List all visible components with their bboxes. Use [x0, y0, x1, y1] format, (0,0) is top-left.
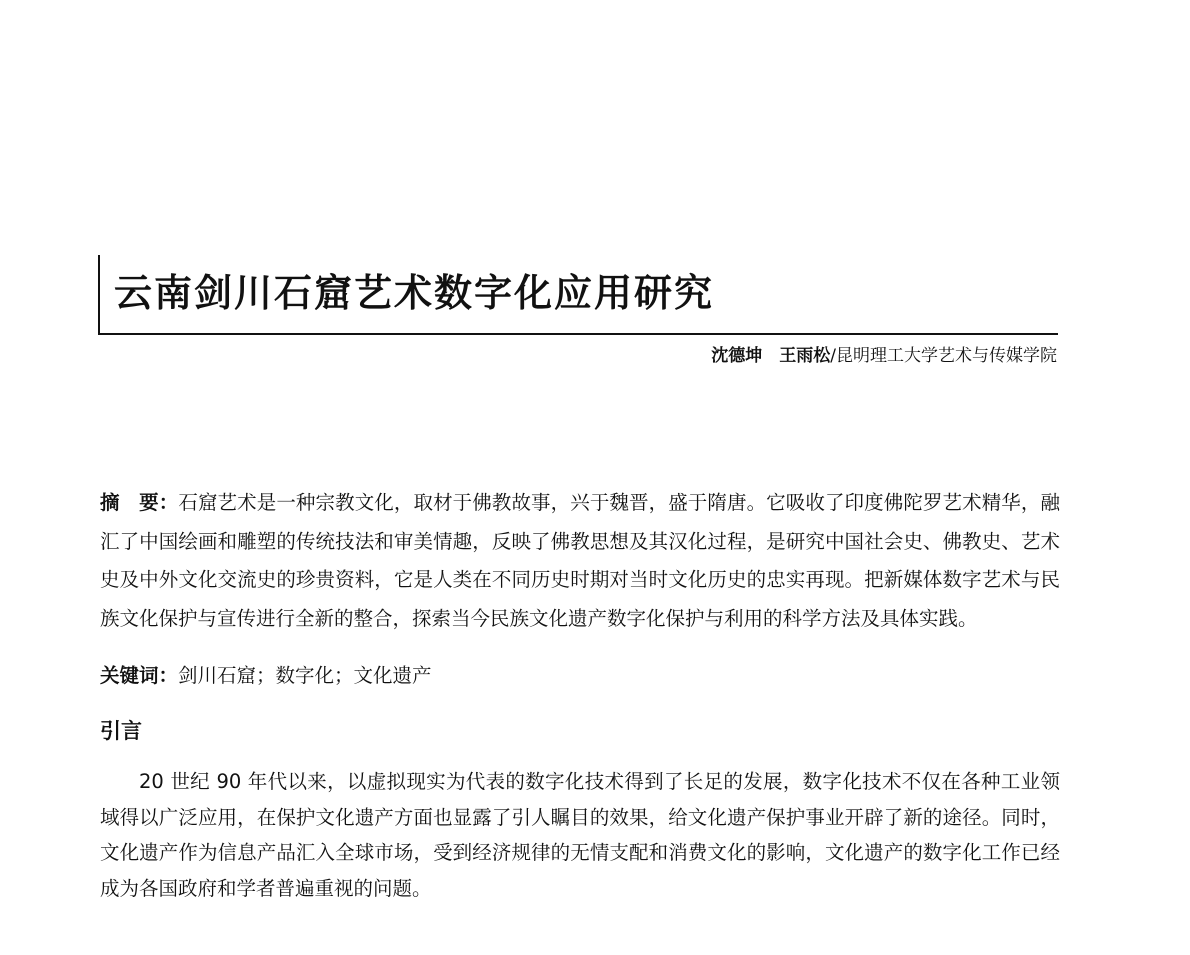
title-block [98, 255, 1058, 335]
abstract-label: 摘 要： [100, 491, 179, 514]
keywords-text: 剑川石窟；数字化；文化遗产 [178, 664, 432, 687]
title-left-bar [98, 255, 100, 335]
keywords-label: 关键词： [100, 664, 179, 687]
abstract [100, 484, 1060, 638]
paper-title: 云南剑川石窟艺术数字化应用研究 [114, 271, 715, 315]
keywords [100, 661, 1060, 691]
author-names: 沈德坤 王雨松 [711, 346, 831, 366]
body-paragraph: 20 世纪 90 年代以来，以虚拟现实为代表的数字化技术得到了长足的发展，数字化技术不仅在各种工业领域得以广泛应用，在保护文化遗产方面也显露了引人瞩目的效果，给文化遗产保护事业开辟了新的途径。同时，文化遗产作为信息产品汇入全球市场，受到经济规律的无情支配和消费文化的影响，文化遗产的数字化工作已经成为各国政府和学者普遍重视的问题。 [100, 770, 1060, 900]
title-underline [98, 333, 1058, 335]
author-affiliation: /昆明理工大学艺术与传媒学院 [830, 346, 1057, 366]
author-line [711, 344, 1057, 368]
section-heading: 引言 [100, 719, 142, 743]
abstract-text: 石窟艺术是一种宗教文化，取材于佛教故事，兴于魏晋，盛于隋唐。它吸收了印度佛陀罗艺术精华，融汇了中国绘画和雕塑的传统技法和审美情趣，反映了佛教思想及其汉化过程，是研究中国社会史、佛教史、艺术史及中外文化交流史的珍贵资料，它是人类在不同历史时期对当时文化历史的忠实再现。把新媒体数字艺术与民族文化保护与宣传进行全新的整合，探索当今民族文化遗产数字化保护与利用的科学方法及具体实践。 [100, 491, 1060, 630]
